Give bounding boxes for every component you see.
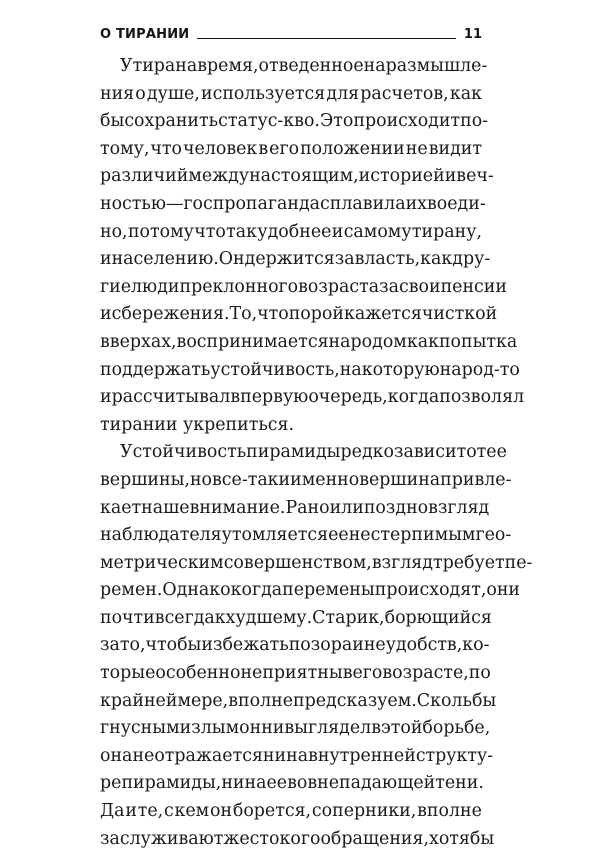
text-line: Да и те, с кем он борется, соперники, вполне	[100, 801, 482, 822]
text-line: наблюдателя утомляется ее нестерпимым гео-	[100, 525, 512, 546]
text-line: и сбережения. То, что порой кажется чисткой	[100, 304, 498, 325]
text-line: но, потому что так удобнее и самому тирану,	[100, 221, 482, 242]
text-line: метрическим совершенством, взгляд требует пе-	[100, 552, 533, 573]
text-line: ре пирамиды, ни на ее вовне падающей тени.	[100, 773, 484, 794]
text-line: и рассчитывал в первую очередь, когда позволял	[100, 387, 525, 408]
text-line: гнусным и злым он ни выглядел в этой борьбе,	[100, 718, 491, 739]
text-line: поддержать устойчивость, на которую народ-то	[100, 359, 520, 380]
text-line: в верхах, воспринимается народом как попытка	[100, 331, 518, 352]
text-line: У тирана время, отведенное на размышле-	[120, 56, 488, 76]
text-line: Устойчивость пирамиды редко зависит от ее	[120, 442, 507, 463]
text-line: и населению. Он держится за власть, как дру-	[100, 249, 491, 270]
text-line: ремен. Однако когда перемены происходят, они	[100, 580, 521, 601]
text-line: ния о душе, используется для расчетов, как	[100, 83, 482, 104]
text-line: гие люди преклонного возраста за свои пенсии	[100, 276, 507, 297]
body-text	[100, 53, 533, 853]
running-head	[100, 22, 482, 42]
running-head-title: О ТИРАНИИ	[100, 27, 190, 42]
text-line: различий между настоящим, историей и веч-	[100, 166, 494, 187]
text-line: кает наше внимание. Рано или поздно взгляд	[100, 497, 490, 518]
text-line: почти всегда к худшему. Старик, борющийся	[100, 607, 492, 628]
page-number: 11	[463, 27, 482, 42]
text-line: за то, чтобы избежать позора и неудобств, ко-	[100, 635, 490, 656]
text-line: вершины, но все-таки именно вершина привле-	[100, 469, 512, 490]
text-line: тирании укрепиться.	[100, 414, 295, 435]
text-line: ностью — госпропаганда сплавила их воеди-	[100, 193, 486, 214]
running-head-rule	[197, 38, 456, 39]
text-line: торые особенно неприятны в его возрасте, по	[100, 663, 491, 684]
text-line: тому, что человек в его положении не видит	[100, 138, 482, 159]
text-line: она не отражается ни на внутренней структу-	[100, 745, 494, 766]
text-line: бы сохранить статус-кво. Это происходит по-	[100, 111, 489, 132]
text-line: заслуживают жестокого обращения, хотя бы	[100, 828, 495, 849]
text-line: крайней мере, вполне предсказуем. Сколь бы	[100, 690, 497, 711]
